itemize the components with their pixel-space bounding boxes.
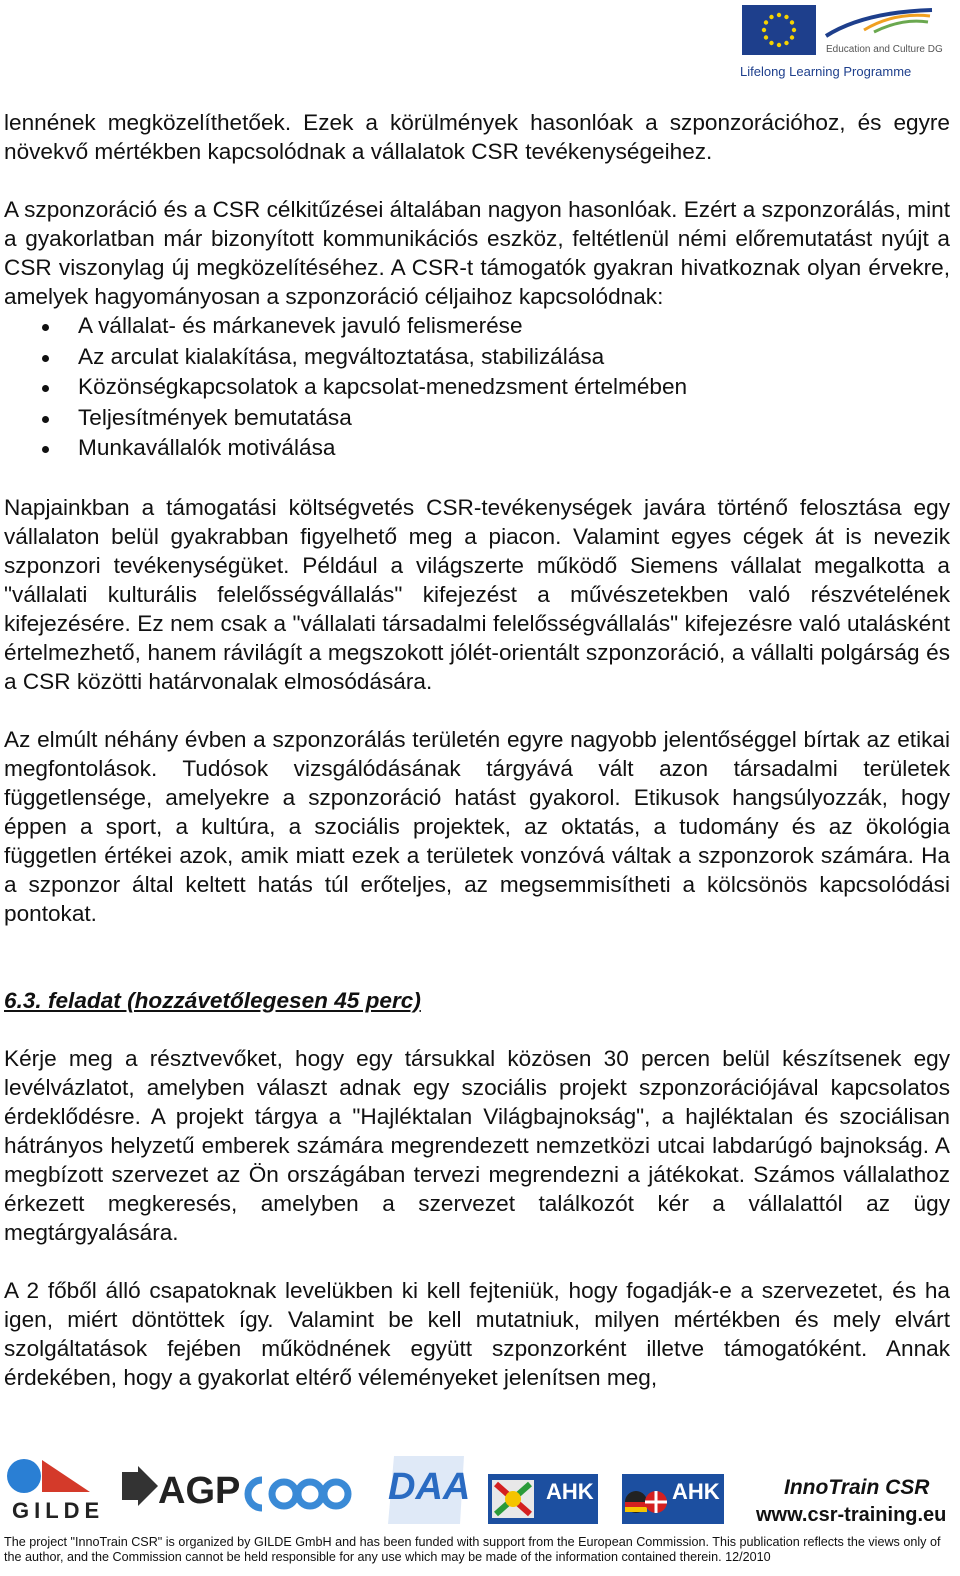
disclaimer-text: The project "InnoTrain CSR" is organized by GILDE GmbH and has been funded with support from the European Commission. This publication reflects the views only of the author, and the Commission cannot be held responsible for any use which may be made of the information contained therein. 12/2010 bbox=[4, 1535, 941, 1564]
bullet-list bbox=[4, 311, 950, 464]
cecoa-rings-icon bbox=[240, 1474, 366, 1514]
ahk-logo-2: AHK bbox=[622, 1474, 724, 1524]
ahk-logo-1: AHK bbox=[488, 1474, 598, 1524]
gilde-logo: GILDE bbox=[4, 1454, 104, 1524]
innotrain-title: InnoTrain CSR bbox=[784, 1476, 930, 1499]
swoosh-icon bbox=[824, 6, 934, 44]
list-item: A vállalat- és márkanevek javuló felismerése bbox=[4, 311, 950, 342]
daa-logo: DAA bbox=[384, 1452, 468, 1528]
paragraph-3: Napjainkban a támogatási költségvetés CSR-tevékenységek javára történő felosztása egy vállalaton belül gyakrabban figyelhető meg a piacon. Valamint egyes cégek át is nevezik szponzori tevékenységüket. Például a világszerte működő Siemens vállalat megalkotta a "vállalati kulturális felelősségvállalás" kifejezést a művészetekben való részvételének kifejezésére. Ez nem csak a "vállalati társadalmi felelősségvállalás" kifejezésre való utalásként értelmezhető, hanem rávilágít a megszokott jólét-orientált szponzoráció, a vállalti polgárság és a CSR közötti határvonalak elmosódására. bbox=[4, 494, 950, 694]
document-body bbox=[4, 108, 950, 1392]
eu-flag-icon bbox=[742, 5, 816, 55]
bullet-icon bbox=[42, 446, 49, 453]
task-heading: 6.3. feladat (hozzávetőlegesen 45 perc) bbox=[4, 987, 421, 1013]
paragraph-6: A 2 főből álló csapatoknak levelükben ki kell fejteniük, hogy fogadják-e a szervezetet, és ha igen, miért döntöttek így. Valamint be kell mutatniuk, milyen mértékben és mely elvárt szolgáltatások fejében működnének együtt szponzorként illetve támogatóként. Annak érdekében, hogy a gyakorlat eltérő véleményeket jelenítsen meg, bbox=[4, 1277, 950, 1390]
partner-logos bbox=[0, 1452, 960, 1532]
website-link[interactable]: www.csr-training.eu bbox=[756, 1504, 947, 1526]
paragraph-5: Kérje meg a résztvevőket, hogy egy társukkal közösen 30 percen belül készítsenek egy levélvázlatot, amelyben választ adnak egy szociális projekt szponzorációjával kapcsolatos érdeklődésre. A projekt tárgya a "Hajléktalan Világbajnokság", a hajléktalan és szociálisan hátrányos helyzetű emberek számára megrendezett nemzetközi utcai labdarúgó bajnokság. A megbízott szervezet az Ön országában tervezi megrendezni a játékokat. Számos vállalathoz érkezett megkeresés, amelyben a szervezet találkozót kér a vállalattól az ügy megtárgyalására. bbox=[4, 1045, 950, 1245]
gilde-shapes-icon bbox=[4, 1454, 104, 1496]
bullet-icon bbox=[42, 385, 49, 392]
lifelong-learning-logo bbox=[740, 2, 943, 82]
lifelong-learning-label: Lifelong Learning Programme bbox=[740, 64, 912, 79]
cecoa-logo bbox=[240, 1474, 366, 1514]
agp-logo: AGP bbox=[118, 1464, 228, 1524]
paragraph-4: Az elmúlt néhány évben a szponzorálás területén egyre nagyobb jelentőséggel bírtak az etikai megfontolások. Tudósok vizsgálódásának tárgyává vált azon társadalmi területek függetlensége, amelyekre a szponzoráció hatást gyakorol. Etikusok hangsúlyozzák, hogy éppen a sport, a kultúra, a szociális projektek, az oktatás, a tudomány és az ökológia független értékei azok, amik miatt ezek a területek vonzóvá váltak a szponzorok számára. Ha a szponzor által keltett hatás túl erőteljes, az megsemmisítheti a kölcsönös kapcsolódási pontokat. bbox=[4, 726, 950, 926]
bullet-icon bbox=[42, 324, 49, 331]
paragraph-1: lennének megközelíthetőek. Ezek a körülmények hasonlóak a szponzorációhoz, és egyre növekvő mértékben kapcsolódnak a vállalatok CSR tevékenységeihez. bbox=[4, 110, 950, 164]
agp-arrow-icon bbox=[118, 1464, 162, 1514]
list-item: Közönségkapcsolatok a kapcsolat-menedzsment értelmében bbox=[4, 372, 950, 403]
eu-stars-icon bbox=[742, 5, 816, 55]
bullet-icon bbox=[42, 416, 49, 423]
education-culture-dg-label: Education and Culture DG bbox=[826, 44, 943, 55]
paragraph-2: A szponzoráció és a CSR célkitűzései általában nagyon hasonlóak. Ezért a szponzorálás, mint a gyakorlatban már bizonyított kommunikációs eszköz, feltétlenül némi előremutatást nyújt a CSR viszonylag új megközelítéséhez. A CSR-t támogatók gyakran hivatkoznak olyan érvekre, amelyek hagyományosan a szponzoráció céljaihoz kapcsolódnak: bbox=[4, 197, 950, 309]
bullet-icon bbox=[42, 355, 49, 362]
list-item: Az arculat kialakítása, megváltoztatása, stabilizálása bbox=[4, 342, 950, 373]
list-item: Teljesítmények bemutatása bbox=[4, 403, 950, 434]
list-item: Munkavállalók motiválása bbox=[4, 433, 950, 464]
